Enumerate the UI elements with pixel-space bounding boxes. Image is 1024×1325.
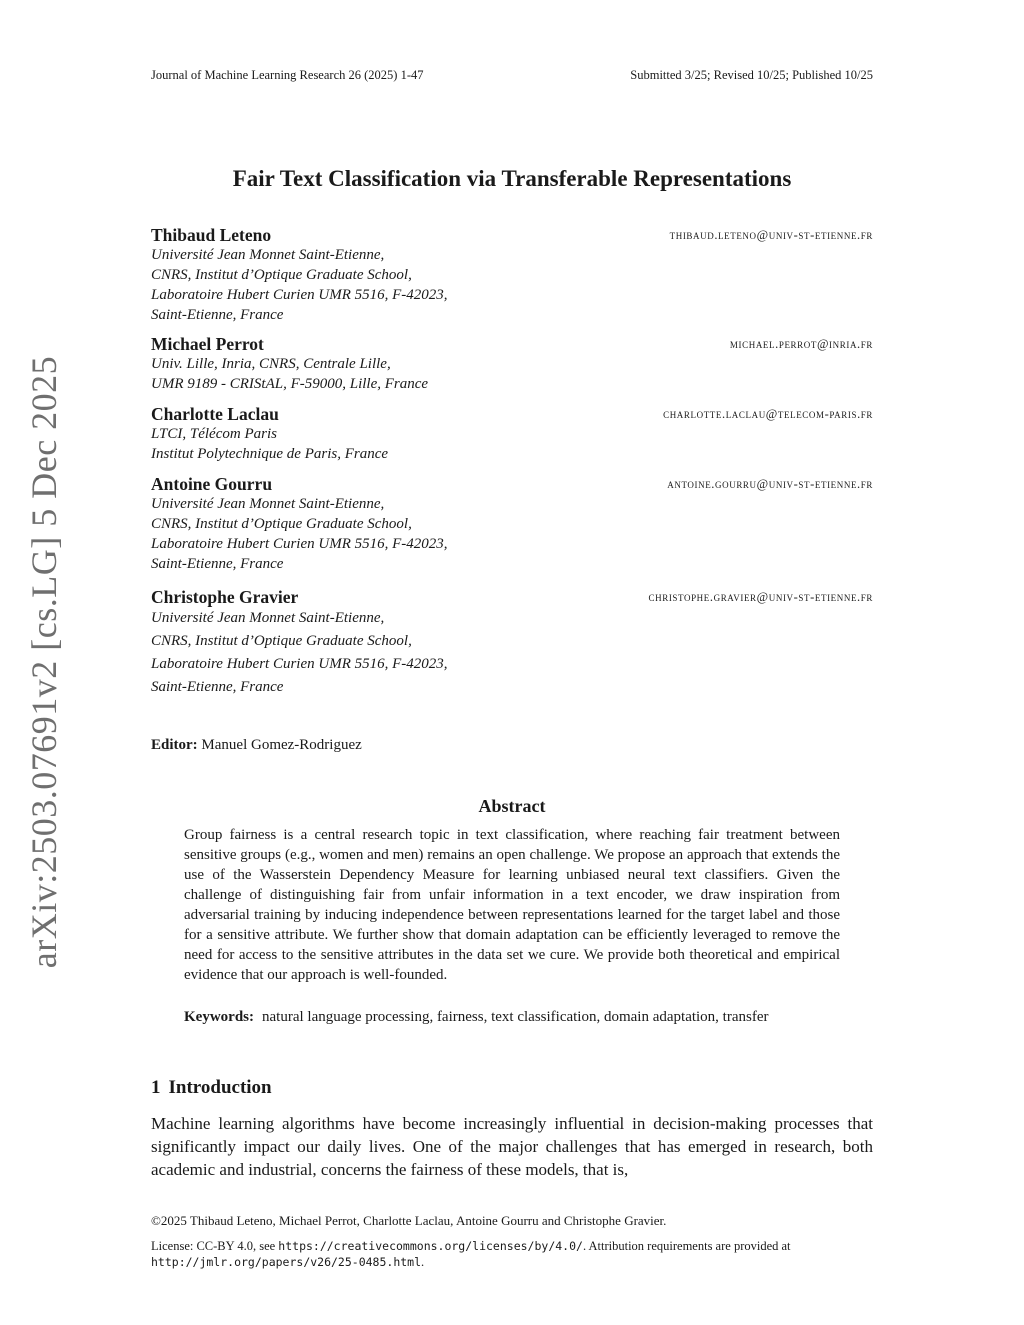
license-link[interactable]: https://creativecommons.org/licenses/by/4.0/ bbox=[278, 1239, 583, 1253]
paper-title: Fair Text Classification via Transferable Representations bbox=[232, 166, 792, 191]
section-heading-introduction bbox=[151, 1077, 272, 1099]
author-email[interactable]: thibaud.leteno@univ-st-etienne.fr bbox=[669, 228, 873, 242]
author-block bbox=[151, 587, 873, 699]
affiliation-line: Laboratoire Hubert Curien UMR 5516, F-42023, bbox=[151, 536, 448, 552]
affiliation-line: LTCI, Télécom Paris bbox=[151, 426, 277, 442]
author-name: Christophe Gravier bbox=[151, 587, 299, 607]
license-notice bbox=[151, 1238, 873, 1270]
affiliation-line: Institut Polytechnique de Paris, France bbox=[151, 446, 389, 462]
affiliation-line: Saint-Etienne, France bbox=[151, 307, 284, 323]
arxiv-stamp: arXiv:2503.07691v2 [cs.LG] 5 Dec 2025 bbox=[24, 355, 64, 969]
editor-line bbox=[151, 737, 362, 754]
author-email[interactable]: charlotte.laclau@telecom-paris.fr bbox=[663, 407, 873, 421]
license-prefix: License: CC-BY 4.0, see bbox=[151, 1239, 279, 1253]
author-block bbox=[151, 404, 873, 464]
affiliation-line: CNRS, Institut d’Optique Graduate School, bbox=[151, 633, 412, 649]
license-middle: . Attribution requirements are provided at bbox=[582, 1239, 791, 1253]
affiliation-line: Laboratoire Hubert Curien UMR 5516, F-42023, bbox=[151, 287, 448, 303]
introduction-body: Machine learning algorithms have become increasingly influential in decision-making processes that significantly impact our daily lives. One of the major challenges that has emerged in research, both academic and industrial, concerns the fairness of these models, that is, bbox=[151, 1114, 873, 1179]
affiliation-line: Laboratoire Hubert Curien UMR 5516, F-42023, bbox=[151, 656, 448, 672]
section-number: 1 bbox=[151, 1077, 161, 1098]
keywords-label: Keywords: bbox=[184, 1009, 254, 1025]
affiliation-line: Univ. Lille, Inria, CNRS, Centrale Lille, bbox=[151, 356, 391, 372]
author-name: Thibaud Leteno bbox=[151, 225, 272, 245]
author-name: Charlotte Laclau bbox=[151, 404, 279, 424]
license-suffix: . bbox=[421, 1255, 425, 1269]
author-email[interactable]: antoine.gourru@univ-st-etienne.fr bbox=[667, 477, 873, 491]
affiliation-line: Université Jean Monnet Saint-Etienne, bbox=[151, 610, 385, 626]
keywords bbox=[184, 1007, 840, 1027]
copyright-notice: ©2025 Thibaud Leteno, Michael Perrot, Charlotte Laclau, Antoine Gourru and Christophe Gravier. bbox=[151, 1213, 667, 1228]
editor-label: Editor: bbox=[151, 737, 198, 753]
abstract-heading: Abstract bbox=[478, 796, 546, 816]
affiliation-line: Université Jean Monnet Saint-Etienne, bbox=[151, 247, 385, 263]
affiliation-line: Saint-Etienne, France bbox=[151, 556, 284, 572]
author-name: Antoine Gourru bbox=[151, 474, 273, 494]
running-head-dates: Submitted 3/25; Revised 10/25; Published 10/25 bbox=[630, 68, 873, 82]
running-head-journal: Journal of Machine Learning Research 26 (2025) 1-47 bbox=[151, 68, 424, 82]
attribution-link[interactable]: http://jmlr.org/papers/v26/25-0485.html bbox=[151, 1255, 422, 1269]
affiliation-line: Saint-Etienne, France bbox=[151, 679, 284, 695]
abstract-body: Group fairness is a central research topic in text classification, where reaching fair treatment between sensitive groups (e.g., women and men) remains an open challenge. We propose an approach that extends the use of the Wasserstein Dependency Measure for learning unbiased neural text classifiers. Given the challenge of distinguishing fair from unfair information in a text encoder, we draw inspiration from adversarial training by inducing independence between representations learned for the target label and those for a sensitive attribute. We further show that domain adaptation can be efficiently leveraged to remove the need for access to the sensitive attributes in the data set we cure. We provide both theoretical and empirical evidence that our approach is well-founded. bbox=[184, 827, 840, 983]
author-block bbox=[151, 225, 873, 325]
author-block bbox=[151, 334, 873, 394]
author-email[interactable]: christophe.gravier@univ-st-etienne.fr bbox=[648, 590, 873, 604]
affiliation-line: Université Jean Monnet Saint-Etienne, bbox=[151, 496, 385, 512]
affiliation-line: UMR 9189 - CRIStAL, F-59000, Lille, France bbox=[151, 376, 429, 392]
section-title: Introduction bbox=[168, 1077, 272, 1098]
author-block bbox=[151, 474, 873, 574]
editor-name: Manuel Gomez-Rodriguez bbox=[201, 737, 362, 753]
affiliation-line: CNRS, Institut d’Optique Graduate School, bbox=[151, 267, 412, 283]
author-email[interactable]: michael.perrot@inria.fr bbox=[729, 337, 873, 351]
affiliation-line: CNRS, Institut d’Optique Graduate School, bbox=[151, 516, 412, 532]
keywords-list: natural language processing, fairness, text classification, domain adaptation, transfer bbox=[262, 1009, 769, 1025]
author-name: Michael Perrot bbox=[151, 334, 264, 354]
